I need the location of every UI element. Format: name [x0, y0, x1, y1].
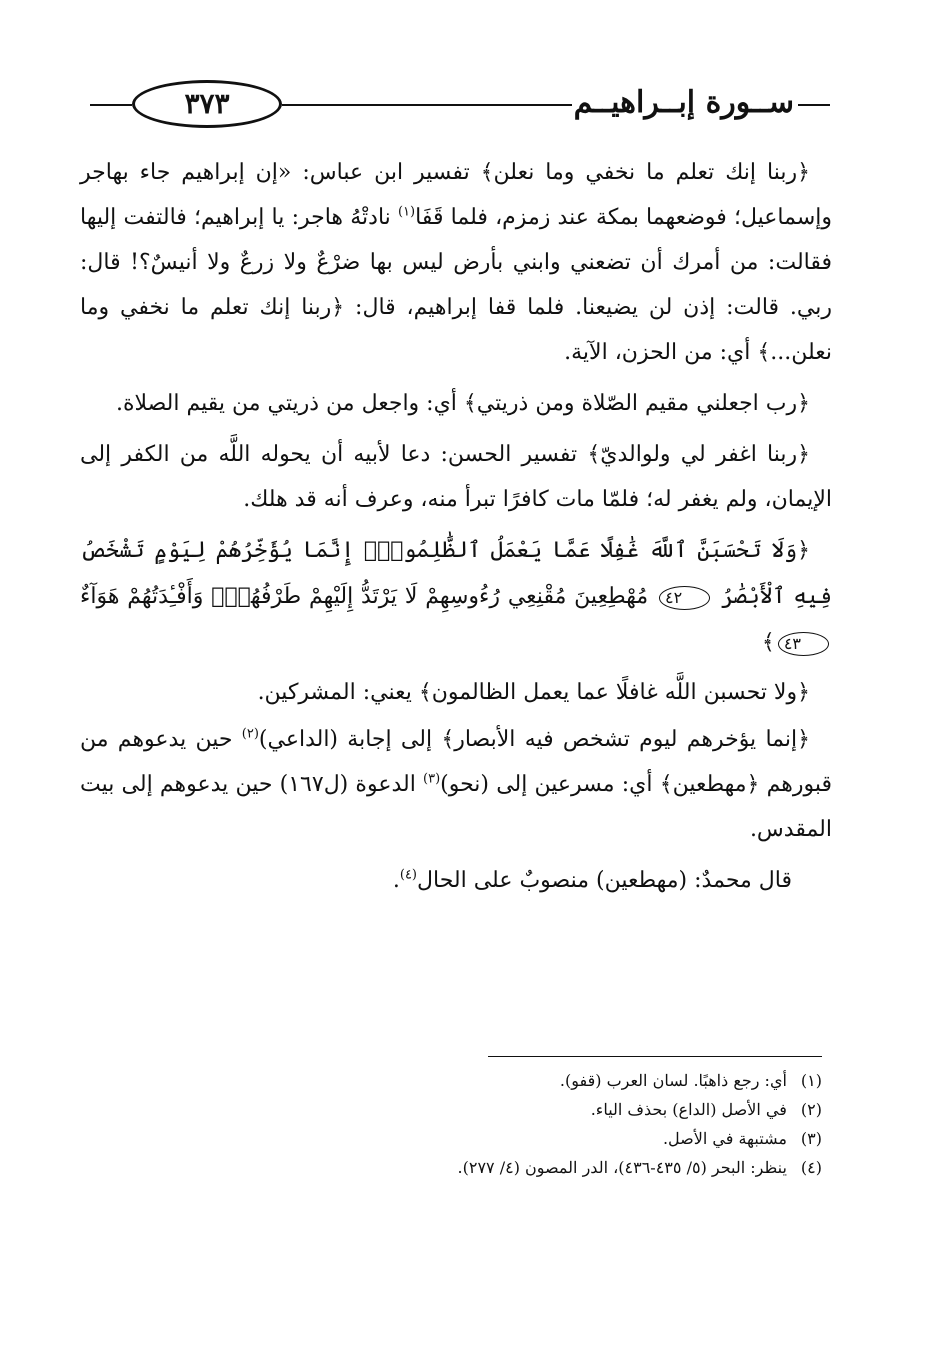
header-rule-left: [90, 104, 132, 106]
footnote-text: في الأصل (الداع) بحذف الياء.: [590, 1100, 787, 1119]
footnote-ref-2: (٢): [241, 726, 259, 742]
footnote-text: مشتبهة في الأصل.: [662, 1129, 787, 1148]
footnotes: [300, 1066, 822, 1182]
footnote-ref-1: (١): [397, 204, 416, 220]
surah-title: ســورة إبــراهيــم: [573, 85, 794, 120]
footnote-number: (٢): [800, 1100, 822, 1119]
verse-number-43: ٤٣: [778, 632, 829, 656]
verse-number-42: ٤٢: [659, 586, 710, 610]
footnote-ref-4: (٤): [399, 867, 417, 883]
footnote-text: ينظر: البحر (٥/ ٤٣٥-٤٣٦)، الدر المصون (٤/ ٢٧٧).: [457, 1158, 787, 1177]
header-rule-middle: [282, 104, 572, 106]
footnote-3: [300, 1124, 822, 1153]
paragraph-1: ﴿ربنا إنك تعلم ما نخفي وما نعلن﴾ تفسير ابن عباس: «إن إبراهيم جاء بهاجر وإسماعيل؛ فوضعهما بمكة عند زمزم، فلما قَفَا$^{(١)}$ نادتْهُ هاجر: يا إبراهيم؛ فالتفت إليها فقالت: من أمرك أن تضعني وابني بأرض ليس بها ضرْعٌ ولا زرعٌ ولا أنيسٌ؟! قال: ربي. قالت: إذن لن يضيعنا. فلما قفا إبراهيم، قال: ﴿ربنا إنك تعلم ما نخفي وما نعلن...﴾ أي: من الحزن، الآية.: [80, 160, 832, 365]
footnote-separator: [488, 1056, 822, 1057]
page-header: [90, 74, 830, 134]
footnote-2: [300, 1095, 822, 1124]
page-number: ٣٧٣: [132, 80, 282, 128]
footnote-text: أي: رجع ذاهبًا. لسان العرب (قفو).: [559, 1071, 787, 1090]
footnote-number: (٤): [800, 1158, 822, 1177]
quran-verse: ﴿وَلَا تَحْسَبَنَّ ٱللَّهَ غَٰفِلًا عَمَّا يَعْمَلُ ٱلظَّٰلِمُونَۚ إِنَّمَا يُؤَخِّرُهُمْ لِيَوْمٍ تَشْخَصُ فِيهِ ٱلْأَبْصَٰرُ ٤٢ مُهْطِعِينَ مُقْنِعِي رُءُوسِهِمْ لَا يَرْتَدُّ إِلَيْهِمْ طَرْفُهُمْۖ وَأَفْـِٔدَتُهُمْ هَوَآءٌ ٤٣﴾: [80, 538, 833, 655]
header-rule-right: [798, 104, 830, 106]
footnote-1: [300, 1066, 822, 1095]
footnote-number: (٣): [800, 1129, 822, 1148]
paragraph-4: ﴿ولا تحسبن اللَّه غافلًا عما يعمل الظالمون﴾ يعني: المشركين.: [257, 680, 810, 705]
paragraph-2: ﴿رب اجعلني مقيم الصّلاة ومن ذريتي﴾ أي: واجعل من ذريتي من يقيم الصلاة.: [115, 391, 810, 416]
footnote-4: [300, 1153, 822, 1182]
footnote-ref-3: (٣): [423, 771, 441, 787]
footnote-number: (١): [800, 1071, 822, 1090]
paragraph-6: قال محمدٌ: (مهطعين) منصوبٌ على الحال$^{(٤)}$.: [392, 867, 792, 893]
paragraph-5: ﴿إنما يؤخرهم ليوم تشخص فيه الأبصار﴾ إلى إجابة (الداعي)$^{(٢)}$ حين يدعوهم من قبورهم ﴿مهطعين﴾ أي: مسرعين إلى (نحو)$^{(٣)}$ الدعوة (ل١٦٧) حين يدعوهم إلى بيت المقدس.: [80, 726, 833, 842]
paragraph-3: ﴿ربنا اغفر لي ولوالديّ﴾ تفسير الحسن: دعا لأبيه أن يحوله اللَّه من الكفر إلى الإيمان، ولم يغفر له؛ فلمّا مات كافرًا تبرأ منه، وعرف أنه قد هلك.: [80, 442, 832, 512]
main-text: [80, 150, 832, 909]
